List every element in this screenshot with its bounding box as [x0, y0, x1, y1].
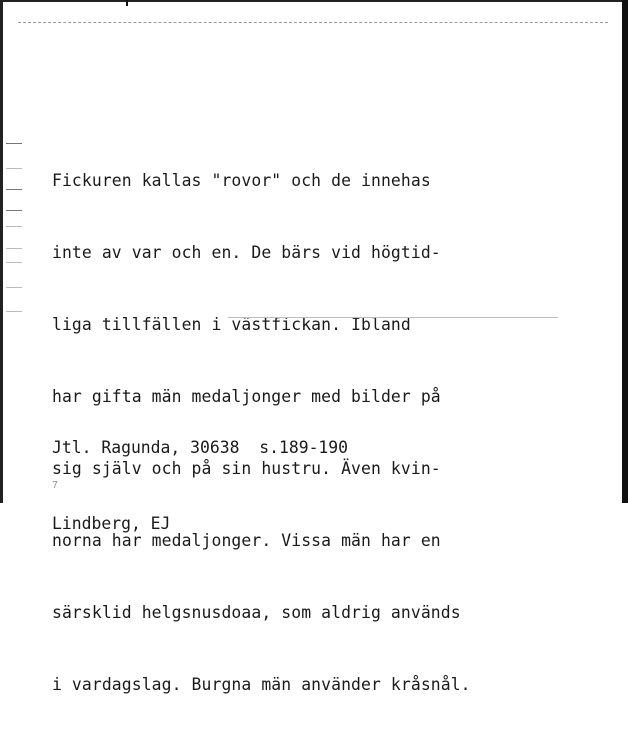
card-left-edge	[0, 0, 3, 503]
body-line: liga tillfällen i västfickan. Ibland	[52, 315, 411, 334]
margin-line	[6, 287, 22, 288]
source-reference	[52, 383, 348, 587]
margin-line	[6, 262, 22, 263]
underline-mark	[228, 317, 558, 318]
margin-line	[6, 311, 22, 312]
margin-line	[6, 143, 22, 144]
body-line: inte av var och en. De bärs vid högtid-	[52, 243, 441, 262]
body-line: sig själv och på sin hustru. Även kvin-	[52, 459, 441, 478]
body-line: särsklid helgsnusdoaa, som aldrig används	[52, 603, 461, 622]
body-line: Fickuren kallas "rovor" och de innehas	[52, 171, 431, 190]
author-line: Lindberg, EJ	[52, 514, 171, 533]
top-ruled-line	[18, 22, 608, 23]
body-line: norna har medaljonger. Vissa män har en	[52, 531, 441, 550]
card-right-edge	[622, 0, 628, 503]
body-line: har gifta män medaljonger med bilder på	[52, 387, 441, 406]
margin-line	[6, 226, 22, 227]
body-line: i vardagslag. Burgna män använder kråsnål.	[52, 675, 471, 694]
margin-line	[6, 210, 22, 211]
top-tick-mark	[126, 0, 128, 6]
corner-mark: 7	[52, 480, 59, 491]
card-top-edge	[0, 0, 628, 2]
margin-line	[6, 248, 22, 249]
margin-line	[6, 168, 22, 169]
margin-line	[6, 189, 22, 190]
source-line: Jtl. Ragunda, 30638 s.189-190	[52, 438, 349, 457]
